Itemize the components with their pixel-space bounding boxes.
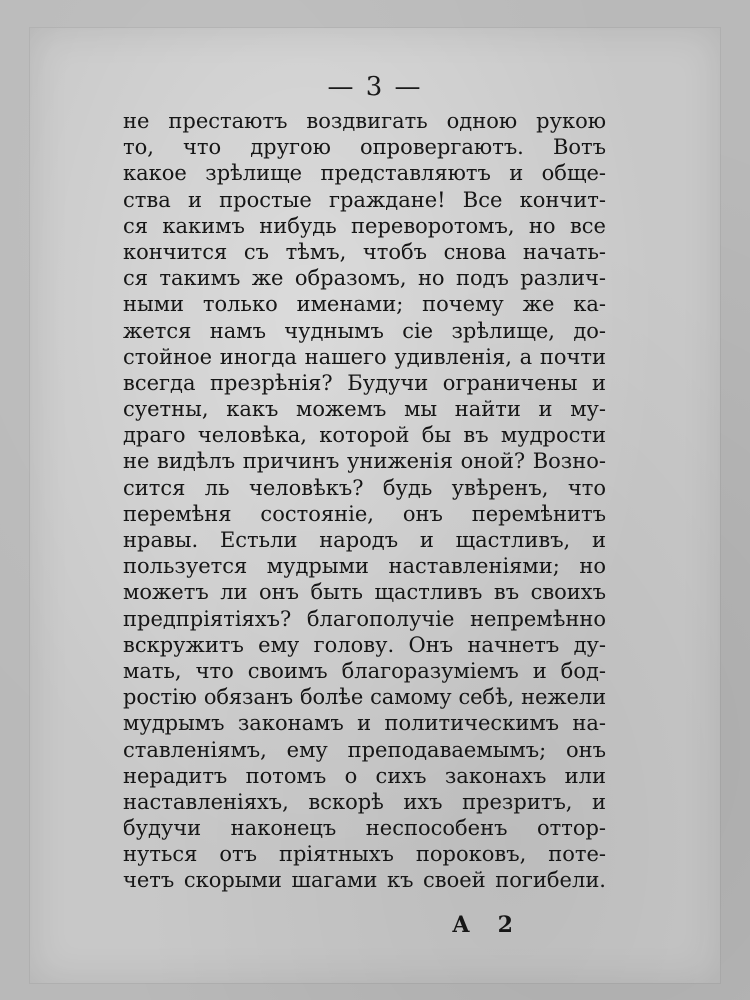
text-line: всегда презрѣнiя? Будучи ограничены и (123, 370, 606, 395)
text-line: ся какимъ нибудь переворотомъ, но все (123, 213, 606, 238)
text-line: вскружитъ ему голову. Онъ начнетъ ду- (123, 632, 606, 657)
text-line: ся такимъ же образомъ, но подъ различ- (123, 266, 606, 291)
text-line: ными только именами; почему же ка- (123, 292, 606, 317)
text-line: не видѣлъ причинъ униженiя оной? Возно- (123, 449, 606, 474)
text-line: драго человѣка, которой бы въ мудрости (123, 423, 606, 448)
text-line: ростiю обязанъ болѣе самому себѣ, нежели (123, 685, 606, 710)
text-line: наставленiяхъ, вскорѣ ихъ презритъ, и (123, 789, 606, 814)
text-line: мать, что своимъ благоразумiемъ и бод- (123, 658, 606, 683)
text-line: нравы. Естьли народъ и щастливъ, и (123, 528, 606, 552)
text-line: четъ скорыми шагами къ своей погибели. (123, 868, 606, 893)
text-line: нерадитъ потомъ о сихъ законахъ или (123, 763, 606, 788)
signature-mark: А 2 (452, 912, 523, 938)
text-line: какое зрѣлище представляютъ и обще- (123, 161, 606, 186)
text-line: предпрiятiяхъ? благополучiе непремѣнно (123, 606, 606, 631)
text-line: нуться отъ прiятныхъ пороковъ, поте- (123, 842, 606, 867)
text-line: можетъ ли онъ быть щастливъ въ своихъ (123, 580, 606, 605)
text-line: сится ль человѣкъ? будь увѣренъ, что (123, 475, 606, 500)
text-line: не престаютъ воздвигать одною рукою (123, 109, 606, 133)
text-line: суетны, какъ можемъ мы найти и му- (123, 397, 606, 422)
text-line: ства и простые граждане! Все кончит- (123, 187, 606, 212)
page-number: — 3 — (327, 72, 423, 102)
text-line: будучи наконецъ неспособенъ оттор- (123, 816, 606, 841)
text-line: ставленiямъ, ему преподаваемымъ; онъ (123, 737, 606, 762)
book-page (30, 28, 720, 983)
text-line: жется намъ чуднымъ сiе зрѣлище, до- (123, 318, 606, 343)
text-line: мудрымъ законамъ и политическимъ на- (123, 711, 606, 736)
text-line: стойное иногда нашего удивленiя, а почти (123, 344, 606, 369)
text-line: перемѣня состоянiе, онъ перемѣнитъ (123, 501, 606, 526)
text-line: то, что другою опровергаютъ. Вотъ (123, 135, 606, 160)
text-line: пользуется мудрыми наставленiями; но (123, 554, 606, 579)
text-line: кончится съ тѣмъ, чтобъ снова начать- (123, 239, 606, 264)
body-text (123, 108, 606, 894)
